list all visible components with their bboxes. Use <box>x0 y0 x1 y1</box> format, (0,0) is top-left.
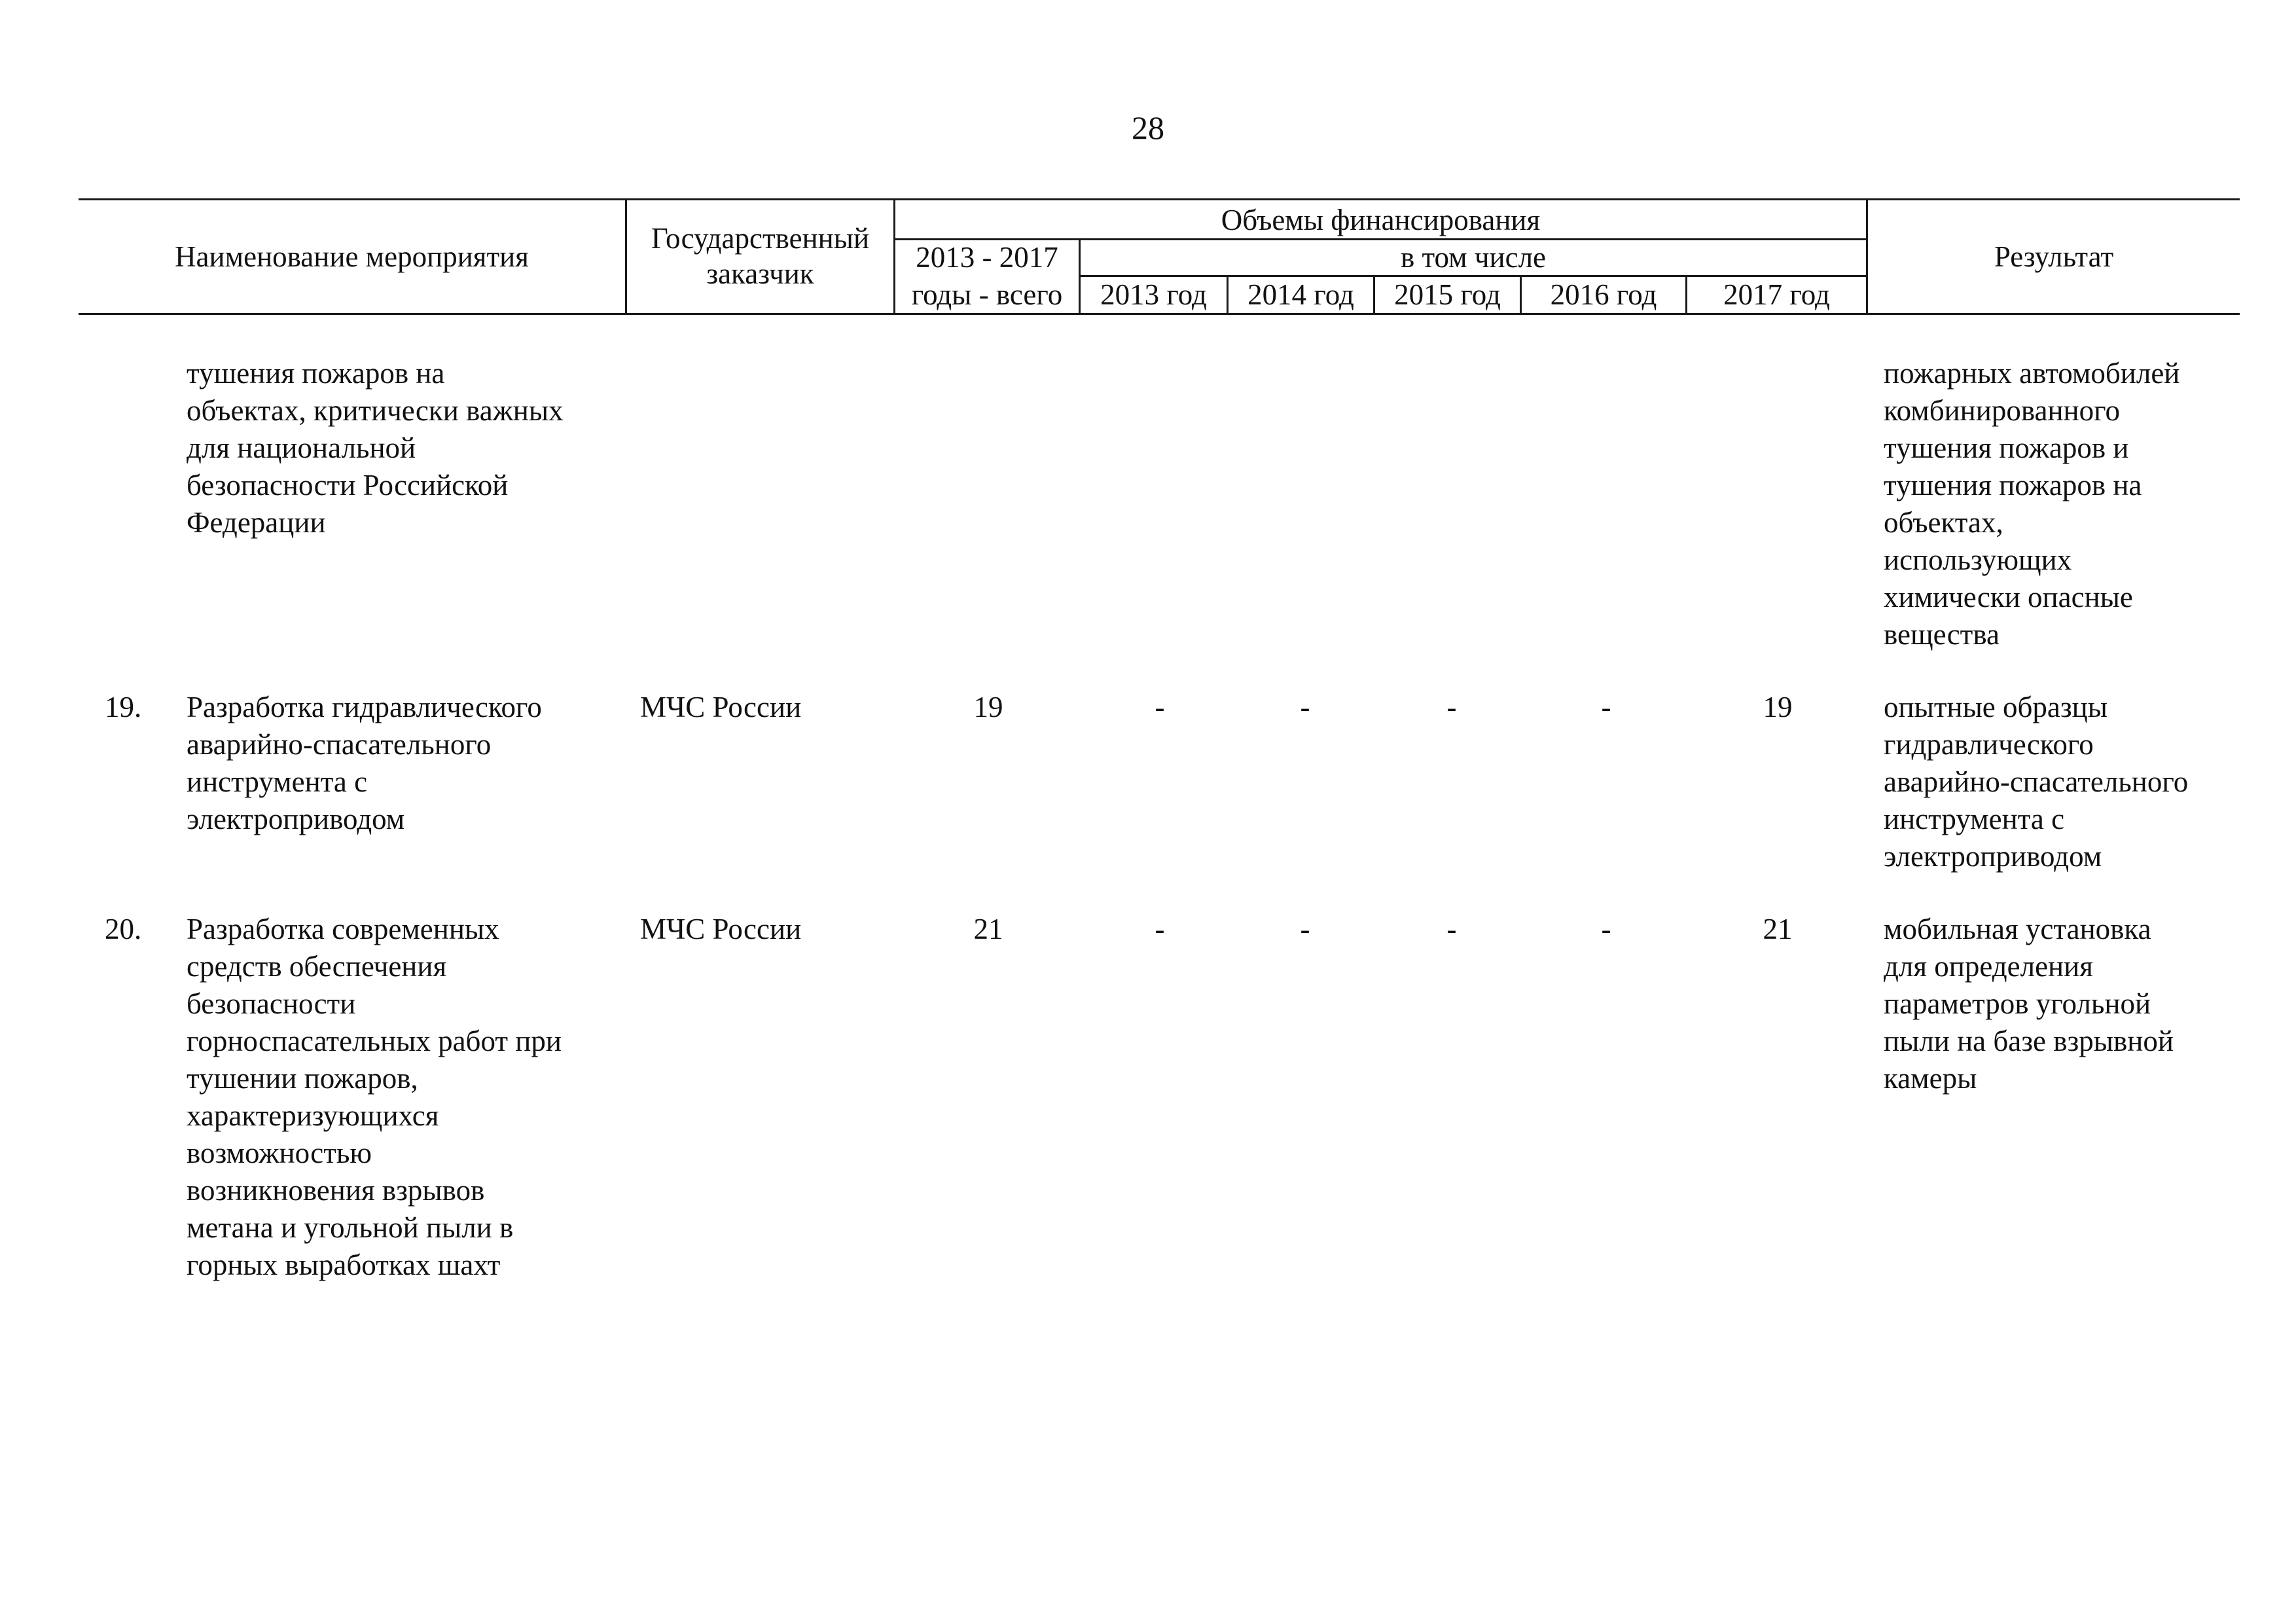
row-20-2015: - <box>1446 913 1457 945</box>
row-20-name: Разработка современных средств обеспечения безопасности горноспасательных работ при тушении пожаров, характеризующихся возможностью возникновения взрывов метана и угольной пыли в горных выработках шахт <box>187 913 562 1281</box>
row-20-2013: - <box>1155 913 1165 945</box>
row-20-result: мобильная установка для определения параметров угольной пыли на базе взрывной камеры <box>1884 913 2174 1095</box>
header-customer-line1: Государственный <box>651 222 870 255</box>
row-19-2013: - <box>1155 691 1165 723</box>
row-20-index: 20. <box>105 913 142 945</box>
row-19-total: 19 <box>973 691 1003 723</box>
header-customer-line2: заказчик <box>706 257 814 290</box>
row-20-2016: - <box>1601 913 1611 945</box>
header-total-line1: 2013 - 2017 <box>916 241 1058 274</box>
header-funding: Объемы финансирования <box>1221 204 1541 236</box>
row-19-customer: МЧС России <box>640 691 802 723</box>
header-year-2016: 2016 год <box>1550 278 1657 311</box>
header-year-2014: 2014 год <box>1247 278 1354 311</box>
header-including: в том числе <box>1400 241 1547 274</box>
page-number: 28 <box>1132 109 1164 146</box>
row-19-2016: - <box>1601 691 1611 723</box>
header-total-line2: годы - всего <box>911 278 1063 311</box>
row-20-2014: - <box>1300 913 1310 945</box>
header-result: Результат <box>1994 240 2114 273</box>
header-year-2013: 2013 год <box>1100 278 1207 311</box>
row-19-2014: - <box>1300 691 1310 723</box>
row-19-2017: 19 <box>1763 691 1793 723</box>
header-year-2017: 2017 год <box>1723 278 1830 311</box>
continuation-name: тушения пожаров на объектах, критически важных для национальной безопасности Российской Федерации <box>187 357 564 539</box>
row-20-2017: 21 <box>1763 913 1793 945</box>
row-19-2015: - <box>1446 691 1457 723</box>
row-20-total: 21 <box>973 913 1003 945</box>
header-name: Наименование мероприятия <box>175 240 529 273</box>
years-subheader-rule <box>1080 275 1867 277</box>
row-19-result: опытные образцы гидравлического аварийно-спасательного инструмента с электроприводом <box>1884 691 2189 873</box>
row-19-index: 19. <box>105 691 142 723</box>
header-year-2015: 2015 год <box>1394 278 1501 311</box>
row-19-name: Разработка гидравлического аварийно-спасательного инструмента с электроприводом <box>187 691 542 835</box>
header-bottom-rule <box>79 313 2240 315</box>
table-top-rule <box>79 198 2240 200</box>
row-20-customer: МЧС России <box>640 913 802 945</box>
continuation-result: пожарных автомобилей комбинированного тушения пожаров и тушения пожаров на объектах, использующих химически опасные вещества <box>1884 357 2180 651</box>
